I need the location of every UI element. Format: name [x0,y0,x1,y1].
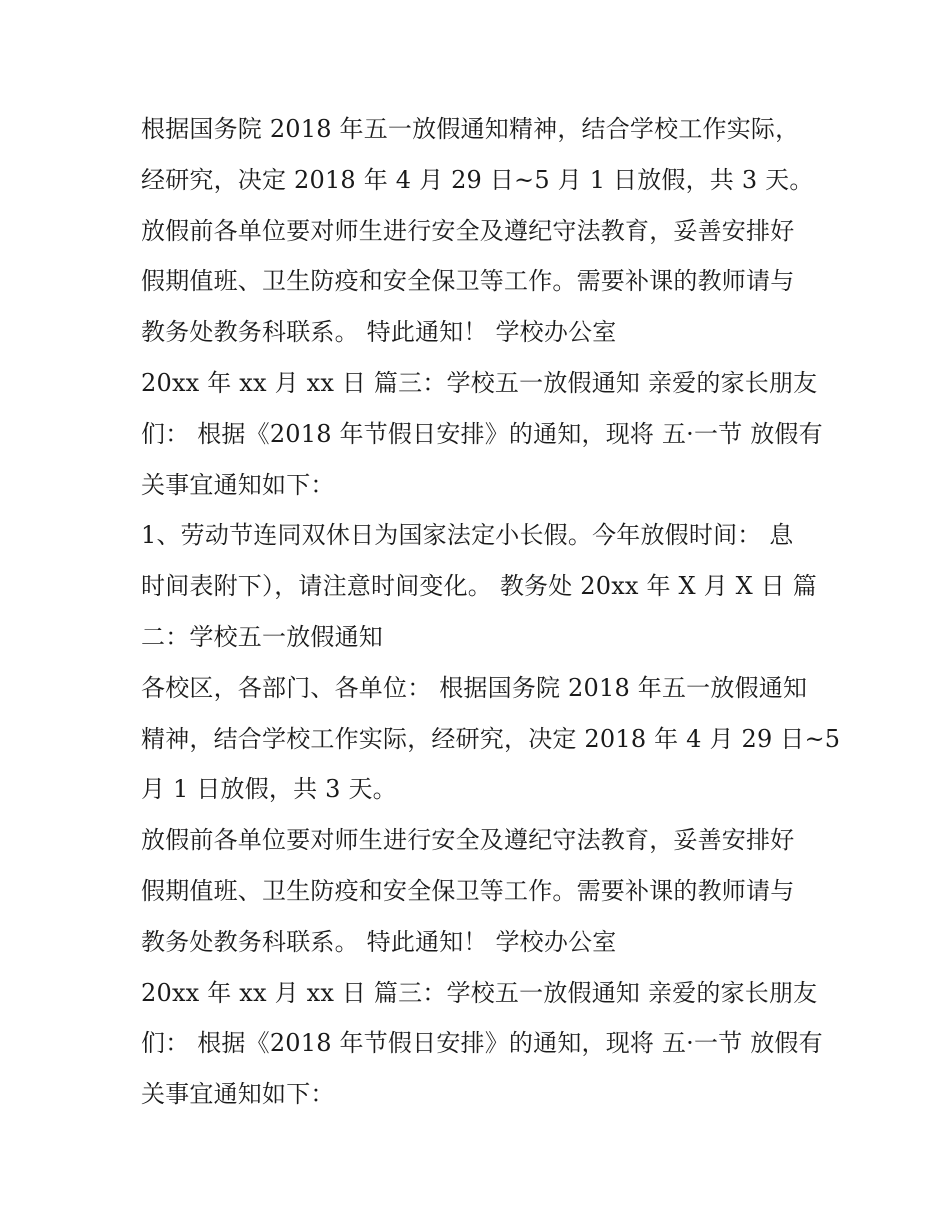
text-line: 根据国务院 2018 年五一放假通知精神，结合学校工作实际， [141,115,800,143]
document-body [141,104,841,1120]
text-line: 关事宜通知如下： [141,1080,335,1109]
text-line: 各校区，各部门、各单位： 根据国务院 2018 年五一放假通知 [141,673,808,702]
text-line: 们： 根据《2018 年节假日安排》的通知，现将 五·一节 放假有 [141,419,823,448]
text-line: 放假前各单位要对师生进行安全及遵纪守法教育，妥善安排好 [141,826,795,855]
text-line: 时间表附下），请注意时间变化。 教务处 20xx 年 X 月 X 日 篇 [141,572,818,601]
text-line: 精神，结合学校工作实际，经研究，决定 2018 年 4 月 29 日~5 [141,724,841,753]
text-line: 们： 根据《2018 年节假日安排》的通知，现将 五·一节 放假有 [141,1029,823,1058]
text-line: 二：学校五一放假通知 [141,622,383,651]
text-line: 关事宜通知如下： [141,470,335,499]
text-line: 假期值班、卫生防疫和安全保卫等工作。需要补课的教师请与 [141,876,795,905]
text-line: 教务处教务科联系。 特此通知！ 学校办公室 [141,927,617,956]
text-line: 1、劳动节连同双休日为国家法定小长假。今年放假时间： 息 [141,521,794,550]
text-line: 20xx 年 xx 月 xx 日 篇三：学校五一放假通知 亲爱的家长朋友 [141,368,818,397]
text-line: 假期值班、卫生防疫和安全保卫等工作。需要补课的教师请与 [141,267,795,296]
text-line: 经研究，决定 2018 年 4 月 29 日~5 月 1 日放假，共 3 天。 [141,165,814,194]
text-line: 20xx 年 xx 月 xx 日 篇三：学校五一放假通知 亲爱的家长朋友 [141,978,818,1007]
text-line: 月 1 日放假，共 3 天。 [141,775,397,804]
text-line: 放假前各单位要对师生进行安全及遵纪守法教育，妥善安排好 [141,216,795,245]
text-line: 教务处教务科联系。 特此通知！ 学校办公室 [141,318,617,347]
